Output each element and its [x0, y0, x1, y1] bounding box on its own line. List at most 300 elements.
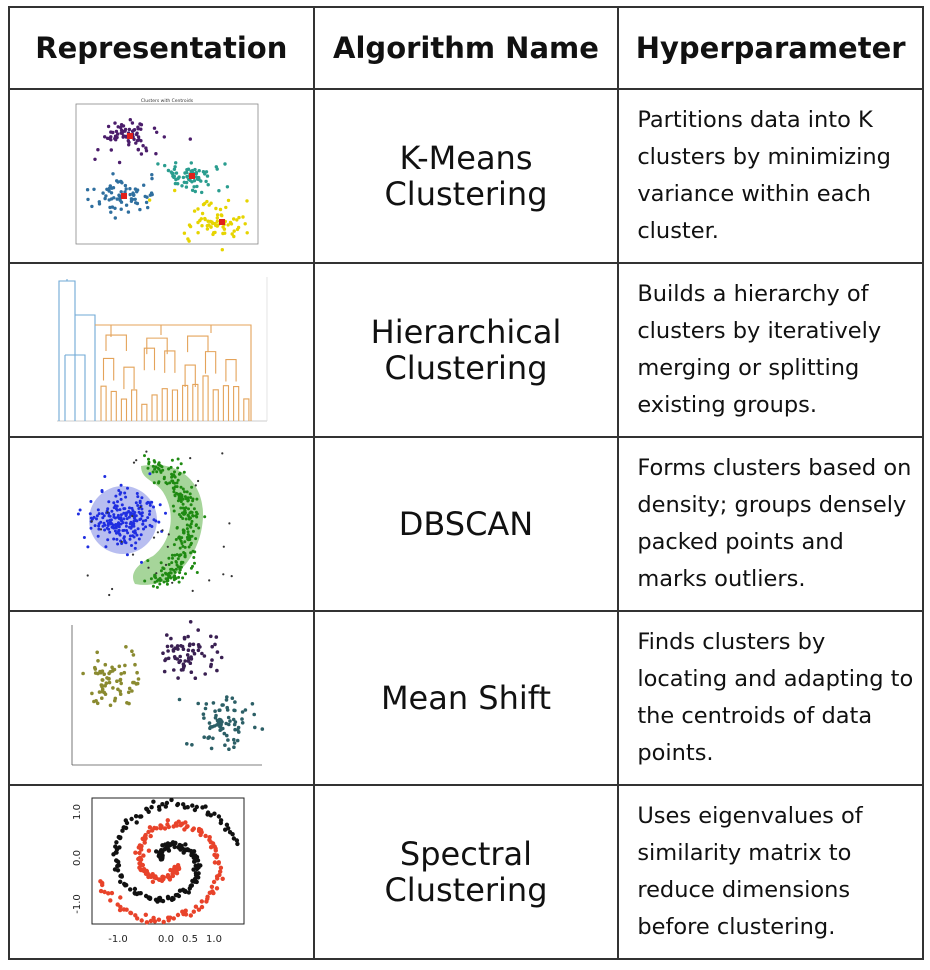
spiral-point	[210, 885, 214, 889]
scatter-point	[119, 678, 123, 682]
scatter-point	[186, 527, 189, 530]
spiral-point	[133, 913, 137, 917]
scatter-point	[182, 668, 186, 672]
scatter-point	[192, 530, 195, 533]
outlier-point	[148, 567, 150, 569]
scatter-point	[209, 635, 213, 639]
scatter-point	[153, 481, 156, 484]
scatter-point	[123, 535, 126, 538]
scatter-point	[197, 231, 200, 234]
scatter-point	[101, 678, 105, 682]
scatter-point	[83, 536, 86, 539]
dendrogram-link	[145, 348, 155, 370]
outlier-point	[91, 520, 93, 522]
scatter-point	[226, 708, 230, 712]
spiral-point	[154, 876, 158, 880]
scatter-point	[147, 516, 150, 519]
scatter-point	[190, 567, 193, 570]
scatter-point	[97, 659, 101, 663]
scatter-point	[172, 473, 175, 476]
scatter-point	[125, 187, 128, 190]
spiral-point	[122, 882, 126, 886]
scatter-point	[108, 681, 112, 685]
scatter-point	[204, 672, 208, 676]
scatter-point	[173, 543, 176, 546]
spiral-point	[195, 805, 199, 809]
scatter-point	[134, 198, 137, 201]
scatter-point	[206, 174, 209, 177]
scatter-point	[160, 561, 163, 564]
scatter-point	[135, 514, 138, 517]
scatter-point	[196, 571, 199, 574]
scatter-point	[117, 521, 120, 524]
spiral-point	[140, 918, 144, 922]
spiral-point	[236, 842, 240, 846]
scatter-point	[127, 210, 130, 213]
scatter-point	[145, 519, 148, 522]
scatter-point	[208, 721, 212, 725]
scatter-point	[201, 224, 204, 227]
scatter-point	[183, 471, 186, 474]
scatter-point	[135, 541, 138, 544]
table-row	[9, 437, 923, 611]
scatter-point	[236, 228, 239, 231]
scatter-point	[90, 527, 93, 530]
scatter-point	[130, 649, 134, 653]
scatter-point	[109, 531, 112, 534]
kmeans-name-cell	[314, 89, 619, 263]
scatter-point	[216, 650, 220, 654]
outlier-point	[229, 522, 231, 524]
scatter-point	[182, 511, 185, 514]
scatter-point	[122, 521, 125, 524]
scatter-point	[140, 517, 143, 520]
scatter-point	[151, 177, 154, 180]
scatter-point	[182, 561, 185, 564]
outlier-point	[87, 574, 89, 576]
outlier-point	[132, 554, 134, 556]
scatter-point	[129, 187, 132, 190]
scatter-point	[101, 690, 105, 694]
spiral-point	[158, 896, 162, 900]
scatter-point	[109, 211, 112, 214]
scatter-point	[166, 645, 170, 649]
scatter-point	[177, 467, 180, 470]
outlier-point	[132, 515, 134, 517]
algorithm-description: Partitions data into K clusters by minimizing variance within each cluster.	[637, 107, 891, 244]
scatter-point	[90, 500, 93, 503]
scatter-point	[241, 721, 245, 725]
dendrogram-link	[95, 325, 251, 421]
scatter-point	[153, 127, 156, 130]
scatter-point	[132, 653, 136, 657]
scatter-point	[150, 577, 153, 580]
scatter-point	[184, 555, 187, 558]
dendrogram-link	[226, 360, 236, 382]
scatter-point	[135, 501, 138, 504]
table-row	[9, 785, 923, 959]
scatter-point	[177, 557, 180, 560]
scatter-point	[231, 696, 235, 700]
scatter-point	[131, 522, 134, 525]
spiral-point	[122, 825, 126, 829]
scatter-point	[153, 459, 156, 462]
scatter-point	[160, 471, 163, 474]
scatter-point	[253, 726, 257, 730]
scatter-point	[124, 129, 127, 132]
scatter-point	[157, 467, 160, 470]
scatter-point	[105, 545, 108, 548]
spiral-point	[163, 826, 167, 830]
spiral-point	[135, 820, 139, 824]
scatter-point	[185, 518, 188, 521]
spiral-point	[119, 874, 123, 878]
dendrogram-plot	[51, 275, 271, 425]
scatter-point	[184, 540, 187, 543]
scatter-point	[162, 651, 166, 655]
scatter-point	[114, 216, 117, 219]
scatter-point	[220, 213, 223, 216]
scatter-point	[159, 577, 162, 580]
scatter-point	[185, 506, 188, 509]
scatter-point	[185, 742, 189, 746]
scatter-point	[151, 525, 154, 528]
scatter-point	[118, 525, 121, 528]
dendrogram-link	[244, 399, 249, 421]
scatter-point	[177, 479, 180, 482]
scatter-point	[168, 467, 171, 470]
scatter-point	[195, 524, 198, 527]
algorithm-description: Uses eigenvalues of similarity matrix to reduce dimensions before clustering.	[637, 803, 863, 940]
scatter-point	[190, 522, 193, 525]
scatter-point	[180, 500, 183, 503]
scatter-point	[82, 672, 86, 676]
outlier-point	[153, 537, 155, 539]
scatter-point	[109, 704, 113, 708]
scatter-point	[190, 161, 193, 164]
scatter-point	[124, 184, 127, 187]
outlier-point	[121, 541, 123, 543]
scatter-point	[148, 198, 151, 201]
spiral-point	[214, 846, 218, 850]
scatter-point	[188, 546, 191, 549]
scatter-point	[146, 502, 149, 505]
scatter-point	[182, 488, 185, 491]
dendrogram-link	[206, 352, 216, 374]
spiral-point	[138, 843, 142, 847]
scatter-point	[182, 647, 186, 651]
scatter-point	[190, 511, 193, 514]
outlier-point	[146, 451, 148, 453]
scatter-point	[227, 723, 231, 727]
dbscan-figure-cell	[9, 437, 314, 611]
scatter-point	[137, 677, 141, 681]
spiral-point	[184, 842, 188, 846]
scatter-point	[179, 547, 182, 550]
scatter-point	[123, 664, 127, 668]
spiral-point	[162, 920, 166, 924]
outlier-point	[140, 506, 142, 508]
scatter-point	[178, 571, 181, 574]
spiral-point	[116, 902, 120, 906]
scatter-point	[207, 183, 210, 186]
spiral-point	[204, 834, 208, 838]
spiral-point	[149, 919, 153, 923]
scatter-point	[175, 538, 178, 541]
scatter-point	[163, 476, 166, 479]
meanshift-scatter-plot	[56, 619, 266, 777]
spiral-point	[170, 798, 174, 802]
scatter-point	[142, 144, 145, 147]
spiral-point	[176, 893, 180, 897]
header-row	[9, 7, 923, 89]
spiral-point	[212, 891, 216, 895]
scatter-point	[118, 194, 121, 197]
scatter-point	[194, 550, 197, 553]
scatter-point	[163, 581, 166, 584]
scatter-point	[179, 655, 183, 659]
spiral-point	[149, 834, 153, 838]
scatter-point	[202, 712, 206, 716]
scatter-point	[204, 218, 207, 221]
spiral-point	[161, 802, 165, 806]
scatter-point	[170, 476, 173, 479]
spiral-point	[166, 896, 170, 900]
scatter-point	[227, 716, 231, 720]
scatter-point	[160, 569, 163, 572]
scatter-point	[170, 572, 173, 575]
scatter-point	[187, 530, 190, 533]
scatter-point	[213, 724, 217, 728]
dendrogram-link	[124, 367, 134, 389]
scatter-point	[177, 458, 180, 461]
scatter-point	[190, 486, 193, 489]
scatter-point	[186, 490, 189, 493]
scatter-point	[138, 538, 141, 541]
scatter-point	[187, 168, 190, 171]
scatter-point	[139, 208, 142, 211]
scatter-point	[205, 702, 209, 706]
spiral-point	[118, 880, 122, 884]
scatter-point	[116, 500, 119, 503]
scatter-point	[79, 509, 82, 512]
scatter-point	[218, 189, 221, 192]
dendrogram-link	[152, 395, 157, 421]
scatter-point	[242, 215, 245, 218]
scatter-point	[163, 164, 166, 167]
scatter-point	[233, 741, 237, 745]
outlier-point	[222, 452, 224, 454]
spectral-description-cell	[618, 785, 923, 959]
scatter-point	[231, 232, 234, 235]
scatter-point	[120, 498, 123, 501]
scatter-point	[136, 671, 140, 675]
outlier-point	[135, 459, 137, 461]
scatter-point	[211, 645, 215, 649]
spiral-point	[148, 825, 152, 829]
scatter-point	[152, 465, 155, 468]
outlier-point	[189, 457, 191, 459]
scatter-point	[175, 560, 178, 563]
dendrogram-link	[163, 389, 168, 421]
scatter-point	[106, 520, 109, 523]
spiral-point	[147, 849, 151, 853]
scatter-point	[232, 745, 236, 749]
scatter-point	[191, 189, 194, 192]
scatter-point	[172, 481, 175, 484]
scatter-point	[187, 507, 190, 510]
scatter-point	[227, 747, 231, 751]
spiral-point	[169, 868, 173, 872]
centroid-marker	[127, 133, 133, 139]
scatter-point	[119, 493, 122, 496]
y-tick-label: 1.0	[72, 804, 84, 820]
scatter-point	[120, 123, 123, 126]
scatter-point	[206, 200, 209, 203]
scatter-point	[94, 158, 97, 161]
scatter-point	[194, 168, 197, 171]
scatter-point	[137, 495, 140, 498]
scatter-point	[115, 679, 119, 683]
outlier-point	[167, 546, 169, 548]
spiral-point	[196, 875, 200, 879]
scatter-point	[113, 501, 116, 504]
scatter-point	[154, 581, 157, 584]
spiral-point	[118, 835, 122, 839]
scatter-point	[142, 184, 145, 187]
spiral-point	[219, 866, 223, 870]
scatter-point	[170, 644, 174, 648]
scatter-point	[110, 197, 113, 200]
scatter-point	[189, 517, 192, 520]
scatter-point	[136, 682, 140, 686]
spiral-point	[221, 877, 225, 881]
scatter-point	[119, 690, 123, 694]
spiral-point	[157, 918, 161, 922]
scatter-point	[111, 510, 114, 513]
scatter-point	[210, 663, 214, 667]
table-row	[9, 263, 923, 437]
scatter-point	[92, 700, 96, 704]
scatter-point	[96, 651, 100, 655]
scatter-point	[126, 517, 129, 520]
scatter-point	[113, 538, 116, 541]
spiral-point	[158, 807, 162, 811]
spiral-point	[155, 826, 159, 830]
scatter-point	[120, 190, 123, 193]
scatter-point	[118, 529, 121, 532]
scatter-point	[176, 553, 179, 556]
scatter-point	[137, 148, 140, 151]
spiral-point	[193, 880, 197, 884]
scatter-point	[119, 534, 122, 537]
scatter-point	[193, 507, 196, 510]
dendrogram-link	[224, 386, 229, 421]
scatter-point	[87, 545, 90, 548]
scatter-point	[130, 200, 133, 203]
scatter-point	[223, 232, 226, 235]
scatter-point	[142, 523, 145, 526]
scatter-point	[181, 576, 184, 579]
scatter-point	[132, 534, 135, 537]
scatter-point	[121, 503, 124, 506]
scatter-point	[196, 185, 199, 188]
scatter-point	[192, 515, 195, 518]
scatter-point	[215, 207, 218, 210]
scatter-point	[149, 510, 152, 513]
spiral-point	[189, 913, 193, 917]
scatter-point	[159, 583, 162, 586]
scatter-point	[118, 489, 121, 492]
scatter-point	[197, 649, 201, 653]
scatter-point	[182, 545, 185, 548]
spiral-point	[215, 855, 219, 859]
scatter-point	[173, 487, 176, 490]
scatter-point	[189, 225, 192, 228]
spiral-point	[166, 916, 170, 920]
scatter-point	[196, 516, 199, 519]
scatter-point	[178, 497, 181, 500]
spiral-point	[215, 876, 219, 880]
scatter-point	[261, 727, 265, 731]
scatter-point	[175, 178, 178, 181]
scatter-point	[184, 509, 187, 512]
scatter-point	[107, 524, 110, 527]
spiral-point	[183, 889, 187, 893]
scatter-point	[158, 480, 161, 483]
scatter-point	[166, 583, 169, 586]
scatter-point	[129, 538, 132, 541]
scatter-point	[167, 649, 171, 653]
spiral-point	[145, 807, 149, 811]
kmeans-scatter-plot	[58, 96, 264, 256]
scatter-point	[183, 181, 186, 184]
spiral-point	[138, 856, 142, 860]
scatter-point	[145, 146, 148, 149]
scatter-point	[197, 628, 201, 632]
scatter-point	[77, 513, 80, 516]
spiral-point	[190, 803, 194, 807]
dbscan-density-plot	[71, 444, 251, 604]
spiral-point	[166, 875, 170, 879]
scatter-point	[148, 513, 151, 516]
scatter-point	[235, 218, 238, 221]
scatter-point	[226, 185, 229, 188]
scatter-point	[182, 176, 185, 179]
scatter-point	[233, 723, 237, 727]
scatter-point	[224, 206, 227, 209]
scatter-point	[103, 672, 107, 676]
outlier-point	[192, 590, 194, 592]
scatter-point	[147, 559, 150, 562]
scatter-point	[131, 507, 134, 510]
x-tick-label: 0.0	[158, 934, 175, 945]
scatter-point	[180, 462, 183, 465]
scatter-point	[193, 556, 196, 559]
spiral-point	[208, 835, 212, 839]
outlier-point	[108, 594, 110, 596]
scatter-point	[113, 137, 116, 140]
scatter-point	[164, 657, 168, 661]
spiral-point	[204, 804, 208, 808]
scatter-point	[184, 495, 187, 498]
spiral-point	[191, 828, 195, 832]
scatter-point	[103, 522, 106, 525]
scatter-point	[163, 670, 167, 674]
scatter-point	[173, 490, 176, 493]
scatter-point	[104, 692, 108, 696]
scatter-point	[116, 538, 119, 541]
